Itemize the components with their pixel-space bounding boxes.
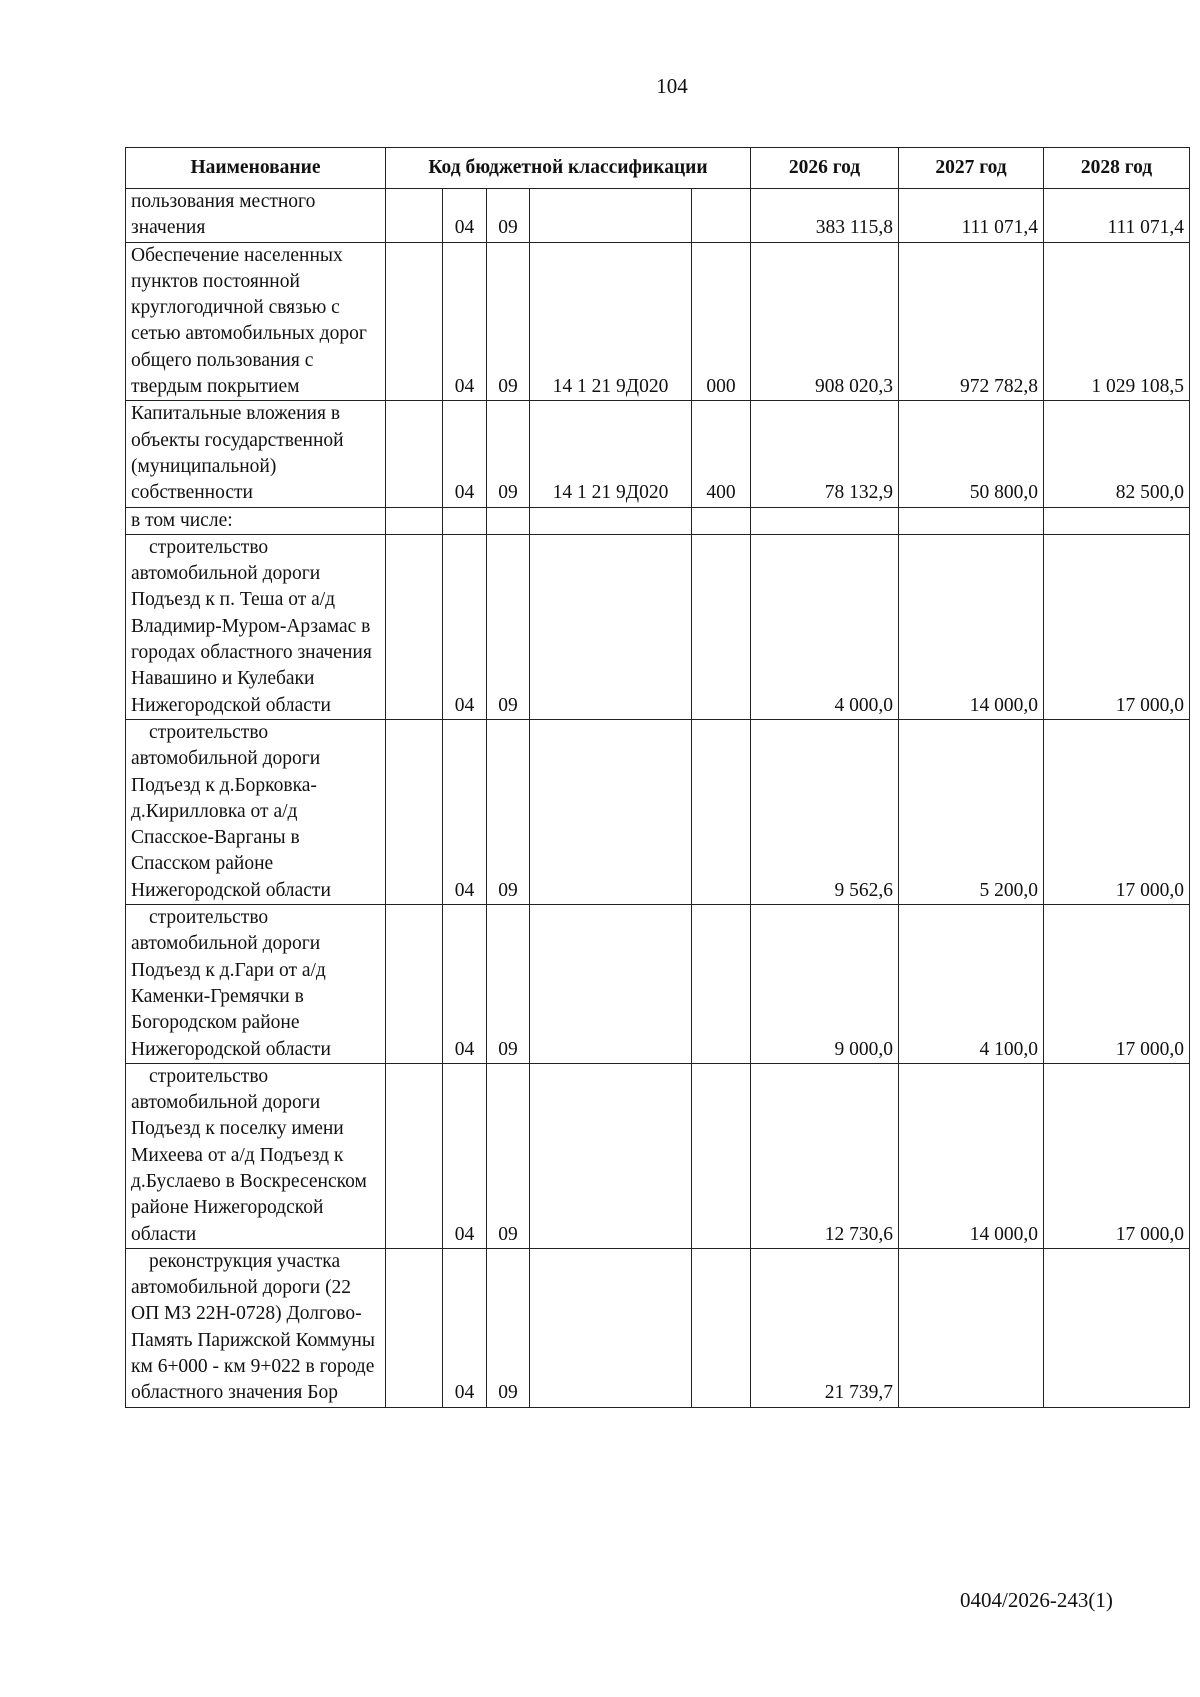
code-section xyxy=(386,1248,443,1407)
value-2028 xyxy=(1044,1248,1190,1407)
row-name-text: строительство автомобильной дороги Подъезд к поселку имени Михеева от а/д Подъезд к д.Буслаево в Воскресенском районе Нижегородской области xyxy=(131,1065,367,1245)
value-2026: 4 000,0 xyxy=(751,534,899,719)
table-row xyxy=(126,534,1190,719)
value-2026: 9 000,0 xyxy=(751,905,899,1064)
code-section xyxy=(386,719,443,904)
document-code: 0404/2026-243(1) xyxy=(960,1588,1113,1612)
header-name: Наименование xyxy=(126,148,386,189)
code-expense-type xyxy=(692,905,751,1064)
code-subsection: 09 xyxy=(487,719,530,904)
code-subsection: 09 xyxy=(487,401,530,507)
code-section xyxy=(386,189,443,243)
row-name-text: Обеспечение населенных пунктов постоянной круглогодичной связью с сетью автомобильных дорог общего пользования с твердым покрытием xyxy=(131,244,367,398)
code-expense-type xyxy=(692,719,751,904)
code-subsection: 09 xyxy=(487,534,530,719)
code-expense-type xyxy=(692,534,751,719)
value-2028: 17 000,0 xyxy=(1044,719,1190,904)
row-name-text: строительство автомобильной дороги Подъезд к д.Борковка-д.Кирилловка от а/д Спасское-Варганы в Спасском районе Нижегородской области xyxy=(131,721,331,901)
value-2026: 383 115,8 xyxy=(751,189,899,243)
value-2027: 14 000,0 xyxy=(899,1063,1044,1248)
code-chapter: 04 xyxy=(443,719,487,904)
value-2028: 17 000,0 xyxy=(1044,534,1190,719)
budget-table xyxy=(125,147,1190,1408)
row-name-text: строительство автомобильной дороги Подъезд к д.Гари от а/д Каменки-Гремячки в Богородском районе Нижегородской области xyxy=(131,907,331,1060)
row-name-text: в том числе: xyxy=(131,509,233,531)
header-2028: 2028 год xyxy=(1044,148,1190,189)
value-2028: 111 071,4 xyxy=(1044,189,1190,243)
code-chapter: 04 xyxy=(443,189,487,243)
code-expense-type xyxy=(692,1248,751,1407)
value-2027: 111 071,4 xyxy=(899,189,1044,243)
row-name xyxy=(126,534,386,719)
code-target-article: 14 1 21 9Д020 xyxy=(530,401,692,507)
value-2028 xyxy=(1044,507,1190,534)
row-name xyxy=(126,1248,386,1407)
code-subsection: 09 xyxy=(487,1063,530,1248)
code-target-article xyxy=(530,534,692,719)
code-chapter: 04 xyxy=(443,242,487,401)
row-name xyxy=(126,507,386,534)
code-chapter xyxy=(443,507,487,534)
code-section xyxy=(386,242,443,401)
page-number: 104 xyxy=(656,74,688,98)
code-chapter: 04 xyxy=(443,534,487,719)
code-subsection: 09 xyxy=(487,1248,530,1407)
code-section xyxy=(386,401,443,507)
header-code: Код бюджетной классификации xyxy=(386,148,751,189)
value-2028: 17 000,0 xyxy=(1044,1063,1190,1248)
value-2027: 5 200,0 xyxy=(899,719,1044,904)
row-name-text: пользования местного значения xyxy=(131,191,316,239)
code-chapter: 04 xyxy=(443,1063,487,1248)
row-name xyxy=(126,242,386,401)
header-2027: 2027 год xyxy=(899,148,1044,189)
code-chapter: 04 xyxy=(443,905,487,1064)
code-section xyxy=(386,534,443,719)
code-subsection xyxy=(487,507,530,534)
code-chapter: 04 xyxy=(443,401,487,507)
table-row xyxy=(126,719,1190,904)
value-2027: 4 100,0 xyxy=(899,905,1044,1064)
value-2027: 50 800,0 xyxy=(899,401,1044,507)
table-row xyxy=(126,242,1190,401)
header-row xyxy=(126,148,1190,189)
code-section xyxy=(386,905,443,1064)
row-name-text: Капитальные вложения в объекты государственной (муниципальной) собственности xyxy=(131,403,344,504)
value-2026: 9 562,6 xyxy=(751,719,899,904)
row-name xyxy=(126,189,386,243)
code-target-article xyxy=(530,1248,692,1407)
code-target-article xyxy=(530,905,692,1064)
code-expense-type: 000 xyxy=(692,242,751,401)
value-2027 xyxy=(899,507,1044,534)
code-target-article xyxy=(530,719,692,904)
table-row xyxy=(126,1248,1190,1407)
code-subsection: 09 xyxy=(487,189,530,243)
code-subsection: 09 xyxy=(487,905,530,1064)
code-expense-type xyxy=(692,507,751,534)
code-target-article xyxy=(530,189,692,243)
code-section xyxy=(386,507,443,534)
value-2028: 1 029 108,5 xyxy=(1044,242,1190,401)
code-subsection: 09 xyxy=(487,242,530,401)
table-row xyxy=(126,189,1190,243)
value-2028: 82 500,0 xyxy=(1044,401,1190,507)
value-2026 xyxy=(751,507,899,534)
value-2027: 972 782,8 xyxy=(899,242,1044,401)
row-name-text: реконструкция участка автомобильной дороги (22 ОП МЗ 22Н-0728) Долгово-Память Парижской Коммуны км 6+000 - км 9+022 в городе областного значения Бор xyxy=(131,1250,375,1404)
row-name xyxy=(126,905,386,1064)
table-row xyxy=(126,1063,1190,1248)
value-2026: 12 730,6 xyxy=(751,1063,899,1248)
code-target-article xyxy=(530,1063,692,1248)
table-row xyxy=(126,401,1190,507)
code-expense-type: 400 xyxy=(692,401,751,507)
code-chapter: 04 xyxy=(443,1248,487,1407)
value-2028: 17 000,0 xyxy=(1044,905,1190,1064)
code-section xyxy=(386,1063,443,1248)
code-expense-type xyxy=(692,189,751,243)
table-row xyxy=(126,507,1190,534)
row-name xyxy=(126,719,386,904)
table-row xyxy=(126,905,1190,1064)
value-2027: 14 000,0 xyxy=(899,534,1044,719)
code-expense-type xyxy=(692,1063,751,1248)
value-2027 xyxy=(899,1248,1044,1407)
table-body xyxy=(126,189,1190,1408)
row-name xyxy=(126,1063,386,1248)
value-2026: 21 739,7 xyxy=(751,1248,899,1407)
value-2026: 78 132,9 xyxy=(751,401,899,507)
code-target-article xyxy=(530,507,692,534)
row-name-text: строительство автомобильной дороги Подъезд к п. Теша от а/д Владимир-Муром-Арзамас в городах областного значения Навашино и Кулебаки Нижегородской области xyxy=(131,536,372,716)
value-2026: 908 020,3 xyxy=(751,242,899,401)
code-target-article: 14 1 21 9Д020 xyxy=(530,242,692,401)
header-2026: 2026 год xyxy=(751,148,899,189)
row-name xyxy=(126,401,386,507)
